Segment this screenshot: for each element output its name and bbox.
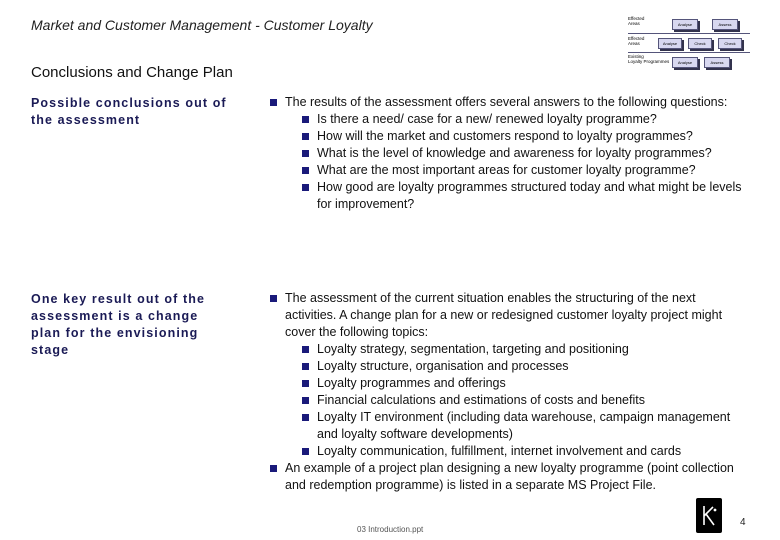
nav-box: Analyse bbox=[672, 57, 698, 68]
footer-filename: 03 Introduction.ppt bbox=[357, 525, 424, 534]
bullet-square-icon bbox=[302, 133, 309, 140]
bullet-square-icon bbox=[302, 363, 309, 370]
sub-bullet-item: Loyalty IT environment (including data warehouse, campaign management and loyalty software developments) bbox=[268, 409, 748, 443]
bullet-square-icon bbox=[302, 346, 309, 353]
bullet-square-icon bbox=[302, 167, 309, 174]
section-label: One key result out of the assessment is a change plan for the envisioning stage bbox=[31, 292, 206, 357]
bullet-square-icon bbox=[302, 184, 309, 191]
sub-bullet-item: Financial calculations and estimations of costs and benefits bbox=[268, 392, 748, 409]
sub-bullet-item: Loyalty communication, fulfillment, internet involvement and cards bbox=[268, 443, 748, 460]
nav-box: Assess bbox=[712, 19, 738, 30]
bullet-square-icon bbox=[270, 99, 277, 106]
sub-bullet-item: Loyalty strategy, segmentation, targeting and positioning bbox=[268, 341, 748, 358]
bullet-square-icon bbox=[302, 448, 309, 455]
company-logo-icon bbox=[696, 498, 722, 533]
nav-box: Analyse bbox=[658, 38, 682, 49]
bullet-item: The assessment of the current situation enables the structuring of the next activities. A change plan for a new or redesigned customer loyalty project might cover the following topics: bbox=[268, 290, 748, 341]
nav-row-label: Existing Loyalty Programmes bbox=[628, 54, 670, 64]
bullet-square-icon bbox=[270, 465, 277, 472]
nav-row-label: Effected Areas bbox=[628, 16, 645, 26]
nav-box: Check bbox=[688, 38, 712, 49]
nav-box: Check bbox=[718, 38, 742, 49]
sub-bullet-item: What is the level of knowledge and awareness for loyalty programmes? bbox=[268, 145, 748, 162]
bullet-square-icon bbox=[302, 150, 309, 157]
bullet-square-icon bbox=[270, 295, 277, 302]
navigation-map bbox=[628, 14, 750, 72]
bullet-square-icon bbox=[302, 116, 309, 123]
nav-divider bbox=[628, 52, 750, 53]
sub-bullet-item: Loyalty structure, organisation and processes bbox=[268, 358, 748, 375]
bullet-list bbox=[268, 94, 748, 213]
nav-divider bbox=[628, 33, 750, 34]
page-subtitle: Conclusions and Change Plan bbox=[31, 64, 233, 81]
bullet-square-icon bbox=[302, 414, 309, 421]
header-title: Market and Customer Management - Customer Loyalty bbox=[31, 17, 373, 33]
bullet-square-icon bbox=[302, 380, 309, 387]
sub-bullet-item: Loyalty programmes and offerings bbox=[268, 375, 748, 392]
bullet-item: An example of a project plan designing a new loyalty programme (point collection and redemption programme) is listed in a separate MS Project File. bbox=[268, 460, 748, 494]
bullet-square-icon bbox=[302, 397, 309, 404]
section-label: Possible conclusions out of the assessment bbox=[31, 96, 227, 127]
page-number: 4 bbox=[740, 517, 746, 528]
sub-bullet-item: How good are loyalty programmes structured today and what might be levels for improvement? bbox=[268, 179, 748, 213]
nav-row-label: Effected Areas bbox=[628, 36, 645, 46]
bullet-item: The results of the assessment offers several answers to the following questions: bbox=[268, 94, 748, 111]
nav-box: Assess bbox=[704, 57, 730, 68]
sub-bullet-item: What are the most important areas for customer loyalty programme? bbox=[268, 162, 748, 179]
sub-bullet-item: How will the market and customers respond to loyalty programmes? bbox=[268, 128, 748, 145]
nav-box: Analyse bbox=[672, 19, 698, 30]
bullet-list bbox=[268, 290, 748, 494]
sub-bullet-item: Is there a need/ case for a new/ renewed loyalty programme? bbox=[268, 111, 748, 128]
